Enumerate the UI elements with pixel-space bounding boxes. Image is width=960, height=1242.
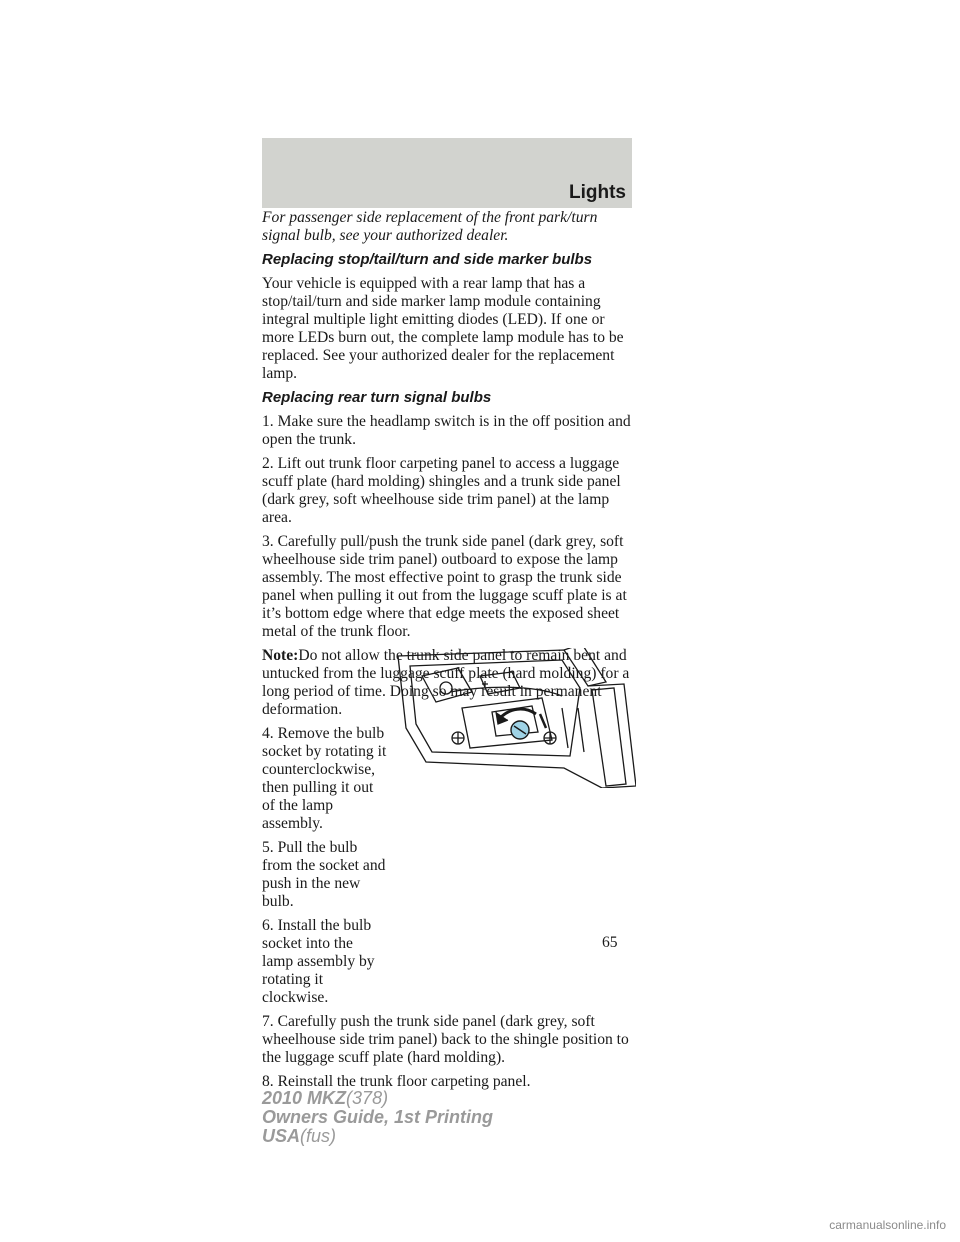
footer-print-info	[262, 1089, 493, 1146]
step-5: 5. Pull the bulb from the socket and push in the new bulb.	[262, 839, 386, 910]
section-header-band	[262, 138, 632, 208]
step-7: 7. Carefully push the trunk side panel (dark grey, soft wheelhouse side trim panel) back to the shingle position to the luggage scuff plate (hard molding).	[262, 1013, 629, 1066]
step-1: 1. Make sure the headlamp switch is in the off position and open the trunk.	[262, 413, 631, 448]
paragraph-led-lamp: Your vehicle is equipped with a rear lamp that has a stop/tail/turn and side marker lamp module containing integral multiple light emitting diodes (LED). If one or more LEDs burn out, the complete lamp module has to be replaced. See your authorized dealer for the replacement lamp.	[262, 275, 624, 382]
step-6: 6. Install the bulb socket into the lamp assembly by rotating it clockwise.	[262, 917, 375, 1006]
page-number: 65	[602, 934, 618, 951]
subheading-rear-turn-signal: Replacing rear turn signal bulbs	[262, 389, 492, 406]
rear-lamp-socket-illustration	[392, 648, 636, 788]
note-text: Do not allow the trunk side panel to remain bent and untucked from the luggage scuff plate (hard molding) for a long period of time. Doing so may result in permanent deformation.	[262, 647, 630, 718]
intro-paragraph: For passenger side replacement of the front park/turn signal bulb, see your authorized dealer.	[262, 209, 598, 244]
note-label: Note:	[262, 647, 299, 664]
watermark: carmanualsonline.info	[829, 1218, 946, 1232]
step-4: 4. Remove the bulb socket by rotating it counterclockwise, then pulling it out of the lamp assembly.	[262, 725, 387, 832]
step-2: 2. Lift out trunk floor carpeting panel to access a luggage scuff plate (hard molding) shingles and a trunk side panel (dark grey, soft wheelhouse side trim panel) at the lamp area.	[262, 455, 621, 526]
footer-line-1: 2010 MKZ(378)	[262, 1088, 389, 1108]
section-title: Lights	[569, 182, 626, 203]
footer-line-3: USA(fus)	[262, 1126, 337, 1146]
footer-line-2: Owners Guide, 1st Printing	[262, 1107, 494, 1127]
subheading-stop-tail-turn: Replacing stop/tail/turn and side marker bulbs	[262, 251, 593, 268]
step-3: 3. Carefully pull/push the trunk side panel (dark grey, soft wheelhouse side trim panel) outboard to expose the lamp assembly. The most effective point to grasp the trunk side panel when pulling it out from the luggage scuff plate is at it’s bottom edge where that edge meets the exposed sheet metal of the trunk floor.	[262, 533, 627, 640]
step-8: 8. Reinstall the trunk floor carpeting panel.	[262, 1073, 531, 1090]
